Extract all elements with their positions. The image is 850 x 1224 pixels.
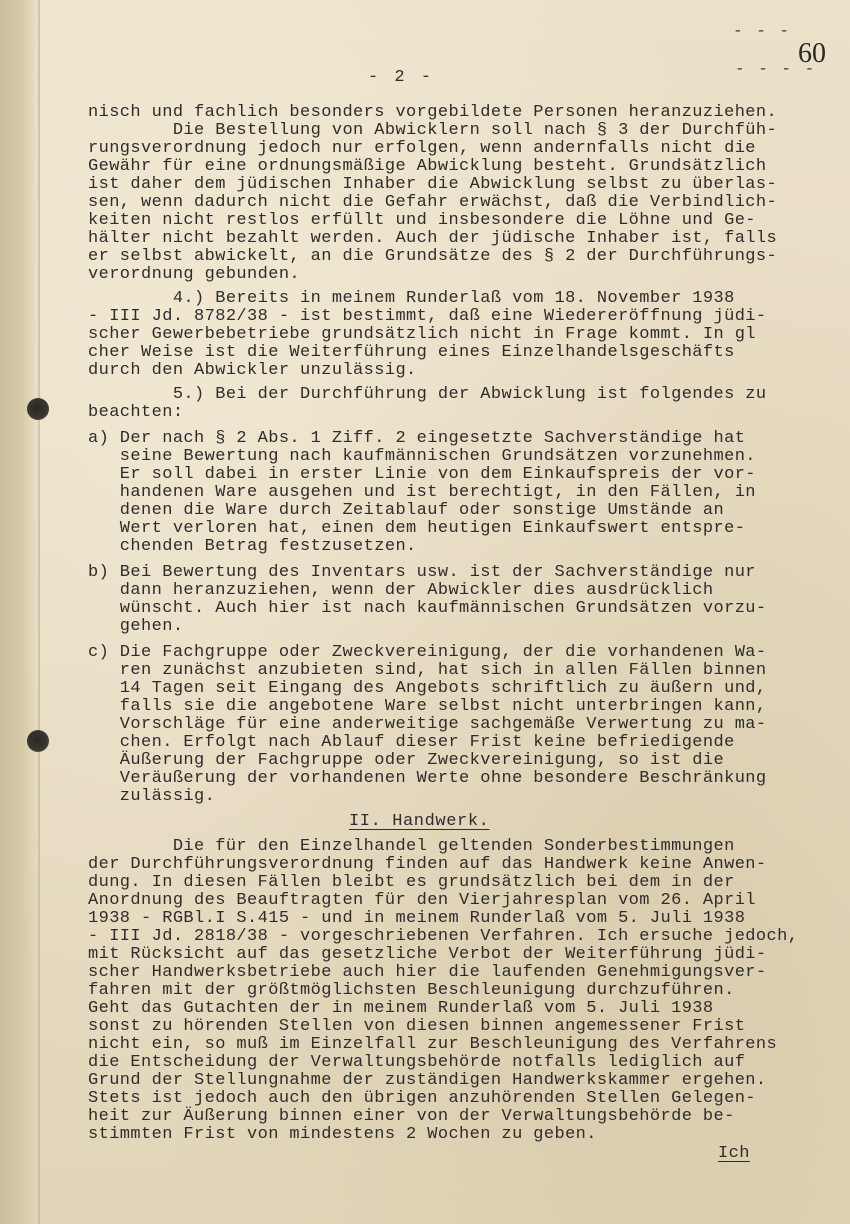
text-line: beachten: bbox=[88, 403, 184, 422]
text-line: Die für den Einzelhandel geltenden Sonderbestimmungen bbox=[88, 837, 735, 856]
corner-mark-top: - - - bbox=[733, 22, 792, 40]
text-line: Stets ist jedoch auch den übrigen anzuhörenden Stellen Gelegen- bbox=[88, 1089, 756, 1108]
text-line: sen, wenn dadurch nicht die Gefahr erwächst, daß die Verbindlich- bbox=[88, 193, 778, 212]
corner-mark-bottom: - - - - bbox=[735, 60, 817, 78]
text-line: rungsverordnung jedoch nur erfolgen, wenn andernfalls nicht die bbox=[88, 139, 756, 158]
text-line: hälter nicht bezahlt werden. Auch der jüdische Inhaber ist, falls bbox=[88, 229, 778, 248]
page-left-shadow bbox=[0, 0, 40, 1224]
text-line: 5.) Bei der Durchführung der Abwicklung ist folgendes zu bbox=[88, 385, 767, 404]
list-item-c-line: c) Die Fachgruppe oder Zweckvereinigung, der die vorhandenen Wa- bbox=[88, 643, 767, 662]
list-item-c-line: Vorschläge für eine anderweitige sachgemäße Verwertung zu ma- bbox=[88, 715, 767, 734]
text-line: der Durchführungsverordnung finden auf das Handwerk keine Anwen- bbox=[88, 855, 767, 874]
text-line: verordnung gebunden. bbox=[88, 265, 301, 284]
text-line: - III Jd. 2818/38 - vorgeschriebenen Verfahren. Ich ersuche jedoch, bbox=[88, 927, 799, 946]
text-line: nisch und fachlich besonders vorgebildete Personen heranzuziehen. bbox=[88, 103, 778, 122]
punch-hole-upper bbox=[27, 398, 49, 420]
text-line: Grund der Stellungnahme der zuständigen Handwerkskammer ergehen. bbox=[88, 1071, 767, 1090]
punch-hole-lower bbox=[27, 730, 49, 752]
text-line: stimmten Frist von mindestens 2 Wochen zu geben. bbox=[88, 1125, 597, 1144]
list-item-a-line: seine Bewertung nach kaufmännischen Grundsätzen vorzunehmen. bbox=[88, 447, 756, 466]
text-line: heit zur Äußerung binnen einer von der Verwaltungsbehörde be- bbox=[88, 1107, 735, 1126]
text-line: sonst zu hörenden Stellen von diesen binnen angemessener Frist bbox=[88, 1017, 746, 1036]
section-heading: II. Handwerk. bbox=[349, 812, 490, 831]
page-marker: - 2 - bbox=[368, 68, 435, 87]
text-line: dung. In diesen Fällen bleibt es grundsätzlich bei dem in der bbox=[88, 873, 735, 892]
text-line: Gewähr für eine ordnungsmäßige Abwicklung besteht. Grundsätzlich bbox=[88, 157, 767, 176]
list-item-c-line: Veräußerung der vorhandenen Werte ohne besondere Beschränkung bbox=[88, 769, 767, 788]
text-line: - III Jd. 8782/38 - ist bestimmt, daß eine Wiedereröffnung jüdi- bbox=[88, 307, 767, 326]
text-line: mit Rücksicht auf das gesetzliche Verbot der Weiterführung jüdi- bbox=[88, 945, 767, 964]
list-item-c-line: ren zunächst anzubieten sind, hat sich in allen Fällen binnen bbox=[88, 661, 767, 680]
text-line: Die Bestellung von Abwicklern soll nach § 3 der Durchfüh- bbox=[88, 121, 778, 140]
text-line: ist daher dem jüdischen Inhaber die Abwicklung selbst zu überlas- bbox=[88, 175, 778, 194]
list-item-a-line: Er soll dabei in erster Linie von dem Einkaufspreis der vor- bbox=[88, 465, 756, 484]
text-line: nicht ein, so muß im Einzelfall zur Beschleunigung des Verfahrens bbox=[88, 1035, 778, 1054]
text-line: fahren mit der größtmöglichsten Beschleunigung durchzuführen. bbox=[88, 981, 735, 1000]
list-item-a-line: Wert verloren hat, einen dem heutigen Einkaufswert entspre- bbox=[88, 519, 746, 538]
text-line: 4.) Bereits in meinem Runderlaß vom 18. November 1938 bbox=[88, 289, 735, 308]
text-line: durch den Abwickler unzulässig. bbox=[88, 361, 417, 380]
text-line: er selbst abwickelt, an die Grundsätze des § 2 der Durchführungs- bbox=[88, 247, 778, 266]
text-line: scher Gewerbebetriebe grundsätzlich nicht in Frage kommt. In gl bbox=[88, 325, 756, 344]
list-item-b-line: dann heranzuziehen, wenn der Abwickler dies ausdrücklich bbox=[88, 581, 714, 600]
list-item-c-line: chen. Erfolgt nach Ablauf dieser Frist keine befriedigende bbox=[88, 733, 735, 752]
list-item-c-line: 14 Tagen seit Eingang des Angebots schriftlich zu äußern und, bbox=[88, 679, 767, 698]
text-line: cher Weise ist die Weiterführung eines Einzelhandelsgeschäfts bbox=[88, 343, 735, 362]
list-item-a-line: handenen Ware ausgehen und ist berechtigt, in den Fällen, in bbox=[88, 483, 756, 502]
page-number: 60 bbox=[798, 38, 826, 69]
text-line: Anordnung des Beauftragten für den Vierjahresplan vom 26. April bbox=[88, 891, 756, 910]
list-item-b-line: wünscht. Auch hier ist nach kaufmännischen Grundsätzen vorzu- bbox=[88, 599, 767, 618]
page-left-edge bbox=[38, 0, 40, 1224]
list-item-c-line: zulässig. bbox=[88, 787, 216, 806]
list-item-b-line: b) Bei Bewertung des Inventars usw. ist der Sachverständige nur bbox=[88, 563, 756, 582]
catchword-next-page: Ich bbox=[718, 1144, 750, 1163]
text-line: keiten nicht restlos erfüllt und insbesondere die Löhne und Ge- bbox=[88, 211, 756, 230]
text-line: Geht das Gutachten der in meinem Runderlaß vom 5. Juli 1938 bbox=[88, 999, 714, 1018]
list-item-c-line: Äußerung der Fachgruppe oder Zweckvereinigung, so ist die bbox=[88, 751, 725, 770]
list-item-a-line: denen die Ware durch Zeitablauf oder sonstige Umstände an bbox=[88, 501, 725, 520]
list-item-c-line: falls sie die angebotene Ware selbst nicht unterbringen kann, bbox=[88, 697, 767, 716]
list-item-b-line: gehen. bbox=[88, 617, 184, 636]
text-line: die Entscheidung der Verwaltungsbehörde notfalls lediglich auf bbox=[88, 1053, 746, 1072]
list-item-a-line: chenden Betrag festzusetzen. bbox=[88, 537, 417, 556]
list-item-a-line: a) Der nach § 2 Abs. 1 Ziff. 2 eingesetzte Sachverständige hat bbox=[88, 429, 746, 448]
text-line: scher Handwerksbetriebe auch hier die laufenden Genehmigungsver- bbox=[88, 963, 767, 982]
text-line: 1938 - RGBl.I S.415 - und in meinem Runderlaß vom 5. Juli 1938 bbox=[88, 909, 746, 928]
